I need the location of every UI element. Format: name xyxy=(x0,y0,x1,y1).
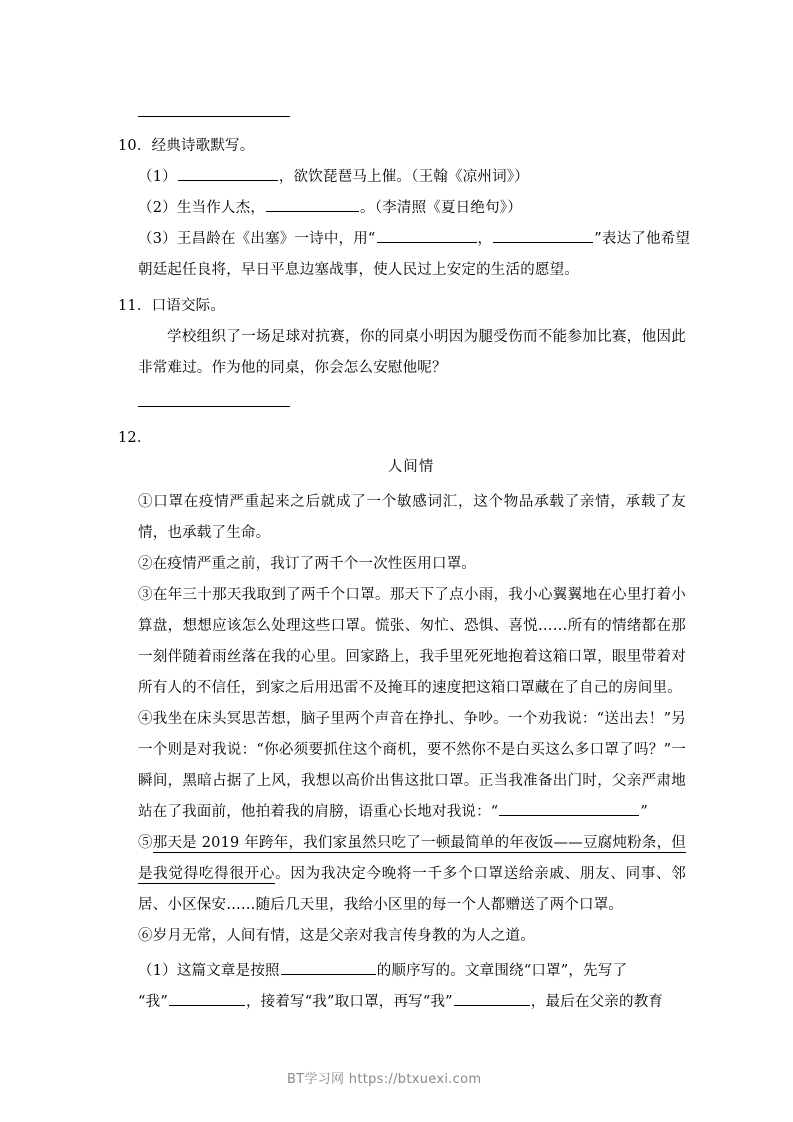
answer-line-previous-question[interactable] xyxy=(138,116,290,117)
item-text-after: ”表达了他希望 xyxy=(594,231,691,247)
question-10-item-3-continuation: 朝廷起任良将，早日平息边塞战事，使人民过上安定的生活的愿望。 xyxy=(138,262,579,278)
question-11-body: 学校组织了一场足球对抗赛，你的同桌小明因为腿受伤而不能参加比赛，他因此非常难过。作为他的同桌，你会怎么安慰他呢？ xyxy=(138,329,686,376)
question-12-number: 12． xyxy=(118,430,152,446)
essay-paragraph-4 xyxy=(138,704,686,828)
paragraph-text-before-blank: 我坐在床头冥思苦想，脑子里两个声音在挣扎、争吵。一个劝我说：“送出去！”另一个则是对我说：“你必须要抓住这个商机，要不然你不是白买这么多口罩了吗？”一瞬间，黑暗占据了上风，我想以高价出售这批口罩。正当我准备出门时，父亲严肃地站在了我面前，他拍着我的肩膀，语重心长地对我说：“ xyxy=(138,711,686,820)
sub-question-text-4: ，接着写“我”取口罩，再写“我” xyxy=(245,994,453,1010)
fill-blank-paragraph-4[interactable] xyxy=(499,800,639,816)
question-10-heading xyxy=(118,131,254,162)
paragraph-marker: ⑥ xyxy=(138,928,153,944)
essay-paragraph-2 xyxy=(138,549,686,580)
item-text-before: 王昌龄在《出塞》一诗中，用“ xyxy=(176,231,376,247)
paragraph-text: 在年三十那天我取到了两千个口罩。那天下了点小雨，我小心翼翼地在心里打着小算盘，想想应该怎么处理这些口罩。慌张、匆忙、恐惧、喜悦……所有的情绪都在那一刻伴随着雨丝落在我的心里。回家路上，我手里死死地抱着这箱口罩，眼里带着对所有人的不信任，到家之后用迅雷不及掩耳的速度把这箱口罩藏在了自己的房间里。 xyxy=(138,587,687,696)
question-10-item-3 xyxy=(138,224,690,255)
item-text-after: ，欲饮琵琶马上催。（王翰《凉州词》） xyxy=(278,169,529,185)
essay-paragraph-5 xyxy=(138,828,686,921)
essay-title: 人间情 xyxy=(387,459,435,475)
item-label: （3） xyxy=(138,231,177,247)
item-text-before: 生当作人杰， xyxy=(176,200,266,216)
fill-blank-10-3-b[interactable] xyxy=(493,227,593,243)
question-10-item-2 xyxy=(138,193,522,224)
paragraph-rest-text: 。因为我决定今晚将一千多个口罩送给亲戚、朋友、同事、邻居、小区保安……随后几天里，我给小区里的每一个人都赠送了两个口罩。 xyxy=(138,866,686,913)
sub-question-text-3: “我” xyxy=(138,994,168,1010)
fill-blank-10-3-a[interactable] xyxy=(377,227,477,243)
paragraph-text: 岁月无常，人间有情，这是父亲对我言传身教的为人之道。 xyxy=(152,928,535,944)
paragraph-marker: ⑤ xyxy=(138,835,153,851)
item-label: （1） xyxy=(138,169,177,185)
paragraph-marker: ② xyxy=(138,556,153,572)
question-12-sub-1-line-2 xyxy=(138,987,663,1018)
question-10-prompt: 经典诗歌默写。 xyxy=(151,138,255,154)
fill-blank-12-1-b[interactable] xyxy=(169,990,245,1006)
essay-paragraph-3 xyxy=(138,580,686,704)
essay-paragraph-1 xyxy=(138,487,686,549)
sub-question-text-5: ，最后在父亲的教育 xyxy=(530,994,664,1010)
question-10-number: 10． xyxy=(118,138,152,154)
paragraph-marker: ① xyxy=(138,494,154,510)
question-10-item-1 xyxy=(138,162,529,193)
footer-watermark: BT学习网 https://btxuexi.com xyxy=(287,1072,482,1087)
sub-question-label: （1） xyxy=(138,963,177,979)
item-text-middle: ， xyxy=(477,231,493,247)
answer-line-question-11[interactable] xyxy=(138,406,290,407)
question-11-prompt: 口语交际。 xyxy=(151,298,226,314)
paragraph-text: 在疫情严重之前，我订了两千个一次性医用口罩。 xyxy=(152,556,477,572)
paragraph-text-after-blank: ” xyxy=(640,804,649,820)
fill-blank-10-2-a[interactable] xyxy=(266,196,359,212)
paragraph-marker: ③ xyxy=(138,587,153,603)
essay-paragraph-6 xyxy=(138,921,686,952)
paragraph-underlined-text: 那天是 2019 年跨年，我们家虽然只吃了一顿最简单的年夜饭——豆腐炖粉条，但是我觉得吃得很开心 xyxy=(138,835,687,882)
question-12-sub-1-line-1 xyxy=(138,956,627,987)
item-text-after: 。（李清照《夏日绝句》） xyxy=(360,200,522,216)
item-label: （2） xyxy=(138,200,177,216)
sub-question-text-2: 的顺序写的。文章围绕“口罩”，先写了 xyxy=(376,963,628,979)
question-11-heading xyxy=(118,291,225,322)
paragraph-text: 口罩在疫情严重起来之后就成了一个敏感词汇，这个物品承载了亲情，承载了友情，也承载了生命。 xyxy=(138,494,687,541)
paragraph-marker: ④ xyxy=(138,711,153,727)
fill-blank-12-1-c[interactable] xyxy=(454,990,530,1006)
sub-question-text-1: 这篇文章是按照 xyxy=(176,963,280,979)
fill-blank-10-1-a[interactable] xyxy=(178,165,278,181)
question-11-number: 11． xyxy=(118,298,152,314)
fill-blank-12-1-a[interactable] xyxy=(281,959,376,975)
